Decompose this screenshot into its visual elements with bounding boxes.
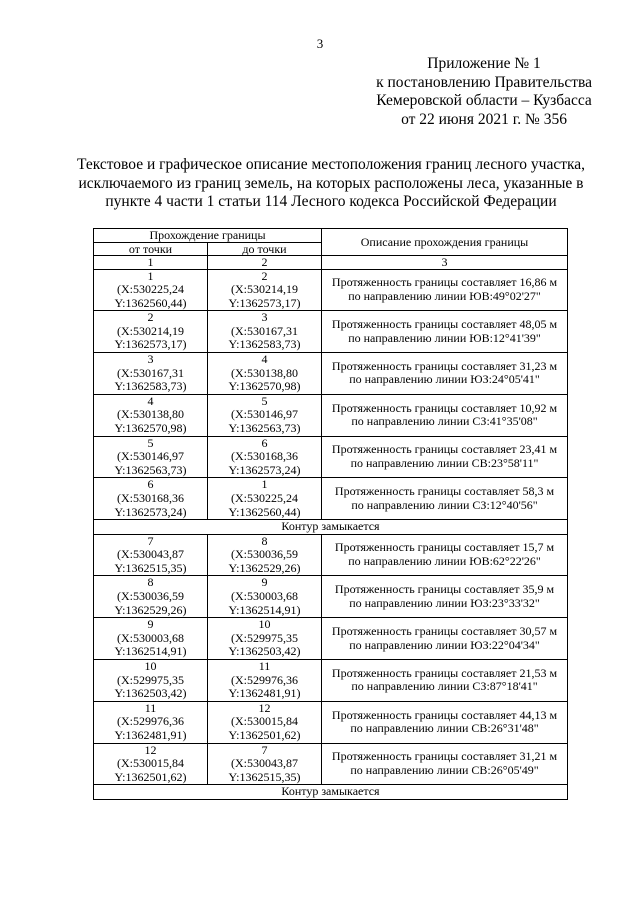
point-y: Y:1362503,42) [228,644,301,659]
point-x: (X:530138,80 [117,407,184,422]
point-y: Y:1362514,91) [114,644,187,659]
table-row [94,618,568,660]
to-point-cell [208,436,322,478]
document-title: Текстовое и графическое описание местоположения границ лесного участка, исключаемого из границ земель, на которых расположены леса, указанные в пункте 4 части 1 статьи 114 Лесного кодекса Российской Федерации [76,156,586,210]
boundary-table [93,228,568,800]
table-row [94,478,568,520]
point-x: (X:529975,35 [231,630,298,645]
point-number: 6 [261,435,268,450]
point-number: 7 [147,533,154,548]
from-point-cell [94,311,208,353]
point-number: 6 [147,477,154,492]
from-point-cell [94,436,208,478]
point-number: 12 [144,742,157,757]
description-cell: Протяженность границы составляет 44,13 м по направлению линии СВ:26°31'48" [322,701,568,743]
point-number: 7 [261,742,268,757]
description-cell: Протяженность границы составляет 15,7 м по направлению линии ЮВ:62°22'26" [322,534,568,576]
point-number: 1 [147,268,154,283]
point-x: (X:530225,24 [117,282,184,297]
point-number: 3 [261,310,268,325]
point-x: (X:530015,84 [117,756,184,771]
description-cell: Протяженность границы составляет 16,86 м по направлению линии ЮВ:49°02'27" [322,269,568,311]
column-number: 1 [94,256,208,270]
description-cell: Протяженность границы составляет 58,3 м по направлению линии СЗ:12°40'56" [322,478,568,520]
point-x: (X:530167,31 [117,365,184,380]
from-point-cell [94,701,208,743]
point-y: Y:1362560,44) [228,504,301,519]
table-row [94,743,568,785]
point-x: (X:530036,59 [117,589,184,604]
appendix-line: от 22 июня 2021 г. № 356 [401,110,567,128]
point-number: 8 [261,533,268,548]
table-row [94,353,568,395]
point-y: Y:1362583,73) [114,379,187,394]
point-y: Y:1362514,91) [228,602,301,617]
point-x: (X:530146,97 [117,449,184,464]
to-point-cell [208,478,322,520]
point-number: 9 [147,617,154,632]
point-x: (X:530146,97 [231,407,298,422]
header-passage: Прохождение границы [94,229,322,243]
table-row [94,311,568,353]
point-y: Y:1362529,26) [114,602,187,617]
point-y: Y:1362515,35) [114,560,187,575]
point-number: 12 [258,700,271,715]
from-point-cell [94,576,208,618]
point-x: (X:530168,36 [117,491,184,505]
appendix-line: к постановлению Правительства [376,73,592,91]
point-y: Y:1362515,35) [228,769,301,784]
column-number: 3 [322,256,568,270]
description-cell: Протяженность границы составляет 10,92 м по направлению линии СЗ:41°35'08" [322,394,568,436]
to-point-cell [208,743,322,785]
table-row [94,269,568,311]
point-y: Y:1362563,73) [228,421,301,436]
to-point-cell [208,618,322,660]
point-number: 2 [147,310,154,325]
from-point-cell [94,743,208,785]
point-x: (X:530214,19 [117,323,184,338]
point-x: (X:530003,68 [117,630,184,645]
page-number: 3 [316,36,324,51]
point-number: 3 [147,352,154,367]
point-number: 4 [261,352,268,367]
point-number: 2 [261,268,268,283]
point-y: Y:1362570,98) [228,379,301,394]
appendix-line: Приложение № 1 [427,55,541,72]
description-cell: Протяженность границы составляет 23,41 м по направлению линии СВ:23°58'11" [322,436,568,478]
point-number: 5 [147,435,154,450]
point-number: 9 [261,575,268,590]
header-from: от точки [94,242,208,256]
from-point-cell [94,269,208,311]
table-row [94,534,568,576]
point-y: Y:1362501,62) [228,728,301,742]
point-number: 5 [261,393,268,408]
contour-closing-row [94,785,568,800]
table-row [94,660,568,702]
column-number: 2 [208,256,322,270]
point-x: (X:530225,24 [231,491,298,505]
contour-closing-text: Контур замыкается [94,785,568,800]
description-cell: Протяженность границы составляет 31,21 м по направлению линии СВ:26°05'49" [322,743,568,785]
point-number: 11 [144,700,157,715]
appendix-header [376,55,592,129]
table-row [94,576,568,618]
point-x: (X:530043,87 [117,547,184,562]
point-y: Y:1362573,17) [114,337,187,352]
from-point-cell [94,618,208,660]
point-y: Y:1362481,91) [114,728,187,742]
point-x: (X:530214,19 [231,282,298,297]
description-cell: Протяженность границы составляет 30,57 м по направлению линии ЮЗ:22°04'34" [322,618,568,660]
from-point-cell [94,660,208,702]
to-point-cell [208,353,322,395]
to-point-cell [208,269,322,311]
table-header-row [94,229,568,243]
description-cell: Протяженность границы составляет 31,23 м по направлению линии ЮЗ:24°05'41" [322,353,568,395]
table-row [94,436,568,478]
point-x: (X:530168,36 [231,449,298,464]
appendix-line: Кемеровской области – Кузбасса [376,92,592,109]
header-description: Описание прохождения границы [322,229,568,256]
point-x: (X:530138,80 [231,365,298,380]
point-y: Y:1362481,91) [228,686,301,701]
table-row [94,394,568,436]
from-point-cell [94,478,208,520]
to-point-cell [208,534,322,576]
to-point-cell [208,394,322,436]
point-x: (X:529976,36 [117,714,184,729]
point-y: Y:1362560,44) [114,295,187,310]
point-y: Y:1362573,24) [228,462,301,477]
point-number: 11 [258,659,271,674]
point-y: Y:1362529,26) [228,560,301,575]
description-cell: Протяженность границы составляет 35,9 м по направлению линии ЮЗ:23°33'32" [322,576,568,618]
point-x: (X:530167,31 [231,323,298,338]
contour-closing-row [94,520,568,535]
point-x: (X:530036,59 [231,547,298,562]
point-x: (X:530015,84 [231,714,298,729]
point-number: 10 [258,617,271,632]
point-y: Y:1362570,98) [114,421,187,436]
point-y: Y:1362573,24) [114,504,187,519]
point-x: (X:530043,87 [231,756,298,771]
point-y: Y:1362503,42) [114,686,187,701]
contour-closing-text: Контур замыкается [94,520,568,535]
to-point-cell [208,701,322,743]
point-x: (X:530003,68 [231,589,298,604]
from-point-cell [94,353,208,395]
table-row [94,701,568,743]
point-y: Y:1362583,73) [228,337,301,352]
point-y: Y:1362563,73) [114,462,187,477]
description-cell: Протяженность границы составляет 21,53 м по направлению линии СЗ:87°18'41" [322,660,568,702]
point-number: 10 [144,659,157,674]
from-point-cell [94,394,208,436]
to-point-cell [208,576,322,618]
point-x: (X:529976,36 [231,672,298,687]
column-number-row [94,256,568,270]
to-point-cell [208,660,322,702]
point-y: Y:1362573,17) [228,295,301,310]
to-point-cell [208,311,322,353]
header-to: до точки [208,242,322,256]
point-number: 8 [147,575,154,590]
description-cell: Протяженность границы составляет 48,05 м по направлению линии ЮВ:12°41'39" [322,311,568,353]
point-number: 1 [261,477,268,492]
point-number: 4 [147,393,154,408]
from-point-cell [94,534,208,576]
point-y: Y:1362501,62) [114,769,187,784]
point-x: (X:529975,35 [117,672,184,687]
